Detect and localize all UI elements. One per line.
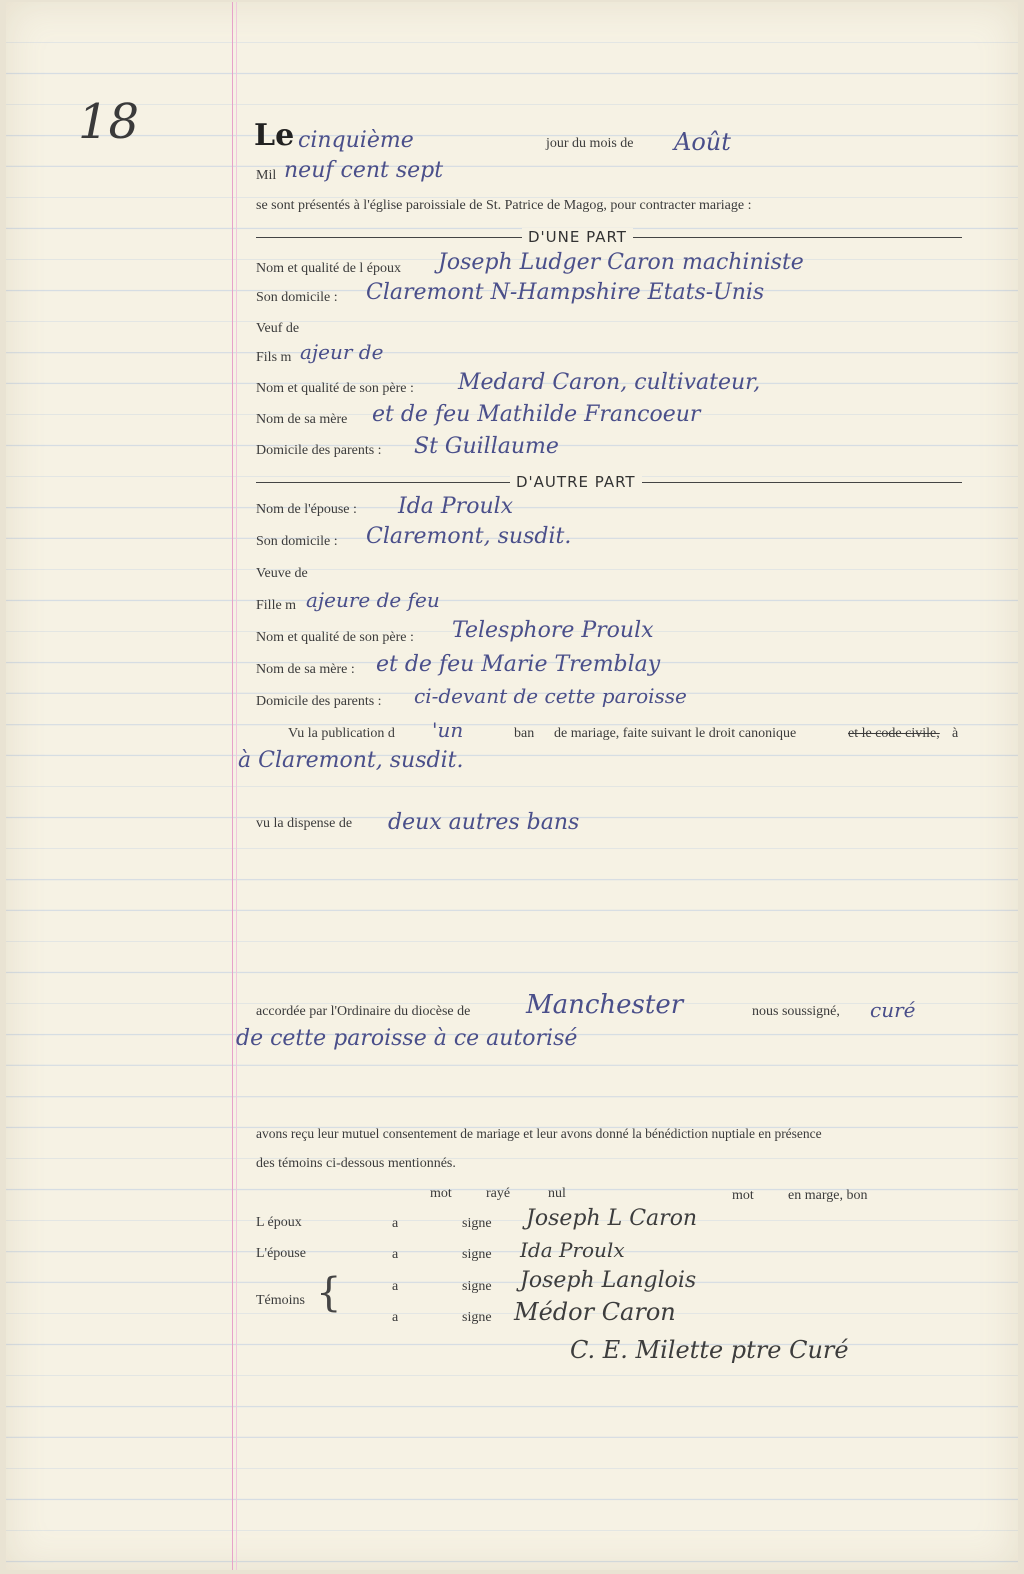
month-handwritten: Août xyxy=(674,128,731,156)
epouse-pere-label: Nom et qualité de son père : xyxy=(256,630,414,645)
autre-part-heading: D'AUTRE PART xyxy=(510,473,642,491)
une-part-heading: D'UNE PART xyxy=(522,228,633,246)
day-handwritten: cinquième xyxy=(298,128,414,153)
temoins-label: Témoins xyxy=(256,1293,305,1308)
fils-handwritten: ajeur de xyxy=(300,340,384,364)
mot2-label: mot xyxy=(732,1188,754,1203)
soussigne-label: nous soussigné, xyxy=(752,1004,840,1019)
epouse-sig-label: L'épouse xyxy=(256,1246,306,1261)
nul-label: nul xyxy=(548,1186,566,1201)
epouse-label: Nom de l'épouse : xyxy=(256,502,357,517)
fils-label: Fils m xyxy=(256,350,292,365)
epouse-parents-handwritten: ci-devant de cette paroisse xyxy=(414,684,687,708)
epouse-handwritten: Ida Proulx xyxy=(398,494,514,519)
margin-rule xyxy=(232,2,233,1570)
epoux-parents-handwritten: St Guillaume xyxy=(414,434,559,459)
le-initial: Le xyxy=(254,118,295,153)
cure-signature: C. E. Milette ptre Curé xyxy=(570,1336,849,1364)
ban-label: ban xyxy=(514,726,535,741)
consent-line2: des témoins ci-dessous mentionnés. xyxy=(256,1156,456,1171)
epouse-pere-handwritten: Telesphore Proulx xyxy=(452,618,654,643)
epoux-mere-handwritten: et de feu Mathilde Francoeur xyxy=(372,402,701,427)
consent-line1: avons reçu leur mutuel consentement de mariage et leur avons donné la bénédiction nuptiale en présence xyxy=(256,1126,822,1141)
epoux-domicile-label: Son domicile : xyxy=(256,290,338,305)
epoux-sig-label: L époux xyxy=(256,1215,302,1230)
veuf-label: Veuf de xyxy=(256,321,300,336)
publication-rest: de mariage, faite suivant le droit canonique xyxy=(554,726,797,741)
epoux-pere-handwritten: Medard Caron, cultivateur, xyxy=(458,370,761,395)
epouse-signe: signe xyxy=(462,1247,492,1262)
epouse-domicile-label: Son domicile : xyxy=(256,534,338,549)
temoin2-signature: Médor Caron xyxy=(514,1298,676,1326)
mil-label: Mil xyxy=(256,168,277,183)
epoux-parents-label: Domicile des parents : xyxy=(256,443,382,458)
epouse-signature: Ida Proulx xyxy=(520,1238,625,1262)
fille-label: Fille m xyxy=(256,598,297,613)
accord-label: accordée par l'Ordinaire du diocèse de xyxy=(256,1004,471,1019)
struck-civil-code: et le code civile, xyxy=(848,726,940,741)
dispense-handwritten: deux autres bans xyxy=(388,810,580,835)
fille-handwritten: ajeure de feu xyxy=(306,588,440,612)
temoin1-a: a xyxy=(392,1279,399,1294)
raye-label: rayé xyxy=(486,1186,511,1201)
accord-line2-handwritten: de cette paroisse à ce autorisé xyxy=(236,1026,578,1051)
dispense-label: vu la dispense de xyxy=(256,816,353,831)
publication-label: Vu la publication d xyxy=(288,726,395,741)
epoux-pere-label: Nom et qualité de son père : xyxy=(256,381,414,396)
epoux-mere-label: Nom de sa mère xyxy=(256,412,348,427)
year-handwritten: neuf cent sept xyxy=(284,158,444,183)
epouse-a: a xyxy=(392,1247,399,1262)
soussigne-handwritten: curé xyxy=(870,998,916,1022)
epouse-mere-handwritten: et de feu Marie Tremblay xyxy=(376,652,661,677)
marge-label: en marge, bon xyxy=(788,1188,868,1203)
publication-handwritten: 'un xyxy=(432,718,464,742)
diocese-handwritten: Manchester xyxy=(526,990,684,1020)
epoux-signe: signe xyxy=(462,1216,492,1231)
day-label: jour du mois de xyxy=(546,136,634,151)
temoins-brace: { xyxy=(316,1270,342,1316)
epouse-parents-label: Domicile des parents : xyxy=(256,694,382,709)
publication-line2-handwritten: à Claremont, susdit. xyxy=(238,748,464,773)
temoin1-signe: signe xyxy=(462,1279,492,1294)
epoux-signature: Joseph L Caron xyxy=(526,1206,698,1231)
record-number: 18 xyxy=(78,94,140,150)
margin-rule-secondary xyxy=(236,2,237,1570)
temoin1-signature: Joseph Langlois xyxy=(520,1268,697,1293)
register-page xyxy=(6,2,1018,1570)
mot-label: mot xyxy=(430,1186,452,1201)
epoux-a: a xyxy=(392,1216,399,1231)
temoin2-signe: signe xyxy=(462,1310,492,1325)
epouse-mere-label: Nom de sa mère : xyxy=(256,662,355,677)
publication-a: à xyxy=(952,726,959,741)
temoin2-a: a xyxy=(392,1310,399,1325)
intro-text: se sont présentés à l'église paroissiale de St. Patrice de Magog, pour contracter mariage : xyxy=(256,198,752,213)
epoux-domicile-handwritten: Claremont N-Hampshire Etats-Unis xyxy=(366,280,765,305)
veuve-label: Veuve de xyxy=(256,566,308,581)
epouse-domicile-handwritten: Claremont, susdit. xyxy=(366,524,572,549)
epoux-label: Nom et qualité de l époux xyxy=(256,261,402,276)
epoux-handwritten: Joseph Ludger Caron machiniste xyxy=(438,250,804,275)
